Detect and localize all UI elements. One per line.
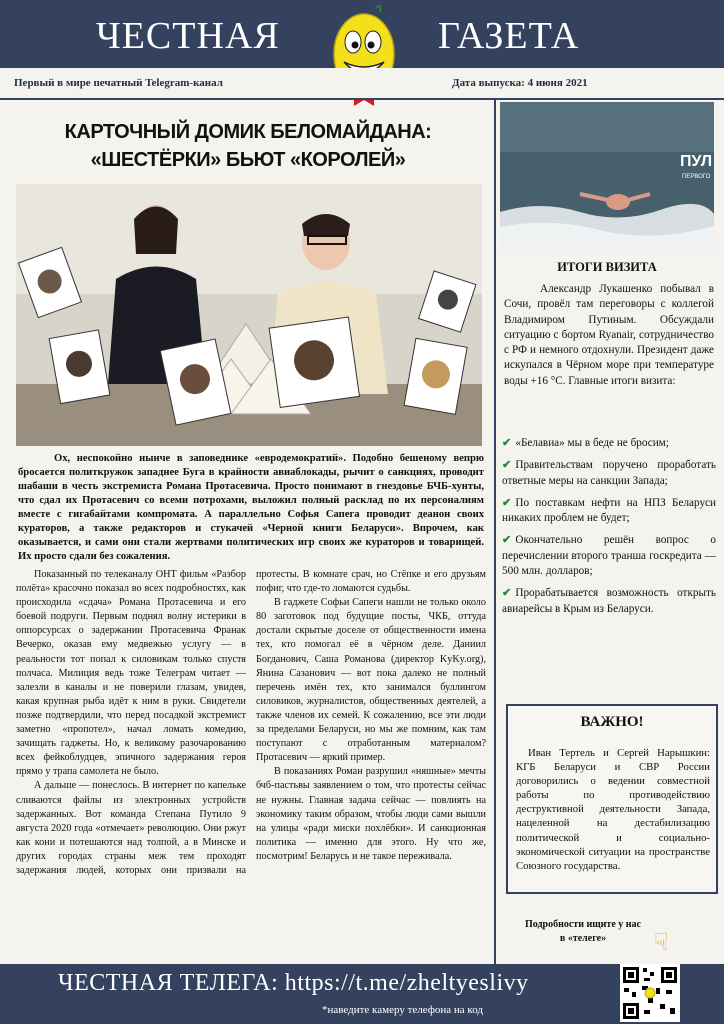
important-text: Иван Тертель и Сергей Нарышкин: КГБ Беларуси и СВР России договорились о ведении совместной работы по противодействию деструктивной деятельности Запада, нацеленной на дестабилизацию политической и социально-экономической ситуации на пространстве Союзного государства. [516,747,710,872]
tagline: Первый в мире печатный Telegram-канал [14,77,223,89]
telegram-more-link[interactable]: Подробности ищите у нас в «телеге» [524,919,641,944]
photo-badge-sub: ПЕРВОГО [682,174,711,180]
important-title: ВАЖНО! [580,714,644,730]
article-lead: Ох, неспокойно нынче в заповеднике «евродемократий». Подобно бешеному вепрю бросается политкружок западнее Буга в крайности авиаблокады, рычит о санкциях, проводит шабаши в честь экстремиста Романа Протасевича. Просто понимают в гнездовье БЧБ-хунты, что сдал их Протасевич со всеми потрохами, выложил полный расклад по их персоналиям вместе с гигабайтами компромата. А параллельно Софья Сапега проводит деанон своих кураторов, а также редакторов и стукачей «Черной книги Беларуси». Впрочем, как оказывается, и сами они стали жертвами политических игр своих же кураторов и товарищей. Их просто сдали без сожаления. [18,453,484,562]
footer-bar [0,964,724,1024]
footer-note: *наведите камеру телефона на код [322,1004,483,1016]
column-divider [494,100,496,964]
article-headline [6,118,490,174]
check-icon: ✔ [502,587,512,600]
list-item: ✔ Окончательно решён вопрос о перечислении второго транша госкредита — 500 млн. долларов; [502,534,716,578]
photo-badge-main: ПУЛ [680,153,713,170]
check-icon: ✔ [502,437,512,449]
list-item: ✔ Правительствам поручено проработать ответные меры на санкции Запада; [502,459,716,487]
article-paragraph-2: А дальше — понеслось. В интернет по капельке сливаются файлы из электронных устройств задержанных. Вот команда Степана Путило 9 августа 2020 года «отмечает» революцию. Они ржут как кони и потешаются над толпой, а в Минске и других городах страны меж тем проходят задержания людей, которых они призвали на протесты. В комнате срач, но Стёпке и его друзьям пофиг, что где-то ломаются судьбы. [16,569,486,876]
list-item: ✔ «Белавиа» мы в беде не бросим; [502,437,669,449]
headline-line-1: КАРТОЧНЫЙ ДОМИК БЕЛОМАЙДАНА: [64,121,432,143]
check-icon: ✔ [502,534,512,547]
check-icon: ✔ [502,496,512,509]
article-paragraph-4: В показаниях Роман разрушил «няшные» мечты бчб-пастьвы заявлением о том, что протесты сейчас не нужны. Главная задача сейчас — повлиять на экономику таким образом, чтобы люди сами вышли на улицы «ради миски похлёбки». И санкционная политика — именно для этого. Ну что же, посмотрим! Беларусь и не такое переживала. [256,766,486,862]
list-item: ✔ Прорабатывается возможность открыть авиарейсы в Крым из Беларуси. [502,587,716,615]
main-article [6,100,490,962]
footer-telegram-link[interactable]: ЧЕСТНАЯ ТЕЛЕГА: https://t.me/zheltyeslivy [58,970,529,996]
masthead-title-left: ЧЕСТНАЯ [96,15,280,57]
check-icon: ✔ [502,459,512,472]
article-paragraph-1: Показанный по телеканалу ОНТ фильм «Разбор полёта» красочно показал во всех подробностях, как происходила «сдача» Романа Протасевича и его боевой подруги. Первым поднял волну истерики в оппорсурсах о задержании Протасевича Франак Вечерко, оказав ему медвежью услугу — в реальности тот попал к силовикам только спустя полчаса. Милиция ведь тоже Телеграм читает — залезли в каналы и не поверили глазам, увидев, какая крупная рыба идёт к ним в руки. Свидетели позже подтвердили, что перед посадкой экстремист заметно «пропотел», начал ломать комедию, зачищать гаджеты. Но, к великому разочарованию всех фейкоблудцев, эпичного задержания героя прямо у трапа самолета не было. [16,569,246,778]
issue-date: Дата выпуска: 4 июня 2021 [452,77,588,89]
masthead-title-right: ГАЗЕТА [438,15,580,57]
headline-line-2: «ШЕСТЁРКИ» БЬЮТ «КОРОЛЕЙ» [90,149,406,171]
sidebar-intro: Александр Лукашенко побывал в Сочи, провёл там переговоры с коллегой Владимиром Путиным. Обсуждали ситуацию с бортом Ryanair, сотрудничество с РФ и немного отдохнули. Президент даже искупался в Чёрном море при температуре воды +16 °С. Главные итоги визита: [504,283,714,387]
article-photo-collage [16,184,482,446]
subheader-bar [0,68,724,100]
visit-results-list [502,436,716,624]
sidebar-title: ИТОГИ ВИЗИТА [557,260,657,274]
article-body [16,568,486,958]
qr-code-icon[interactable] [620,964,680,1022]
pointing-hand-icon: ☟ [654,930,669,956]
sidebar-photo-sea [500,102,714,252]
sidebar [498,100,724,964]
list-item: ✔ По поставкам нефти на НПЗ Беларуси никаких проблем не будет; [502,496,716,525]
article-paragraph-3: В гаджете Софьи Сапеги нашли не только около 80 заготовок под будущие посты, ЧКБ, оттуда достали скрытые доселе от общественности имена тех, кто помогал её в чёрном деле. Даниил Богданович, Саша Романова (директор KyKy.org), Янина Сазанович — вот пока далеко не полный перечень имён тех, кто занимался буллингом силовиков, журналистов, общественных деятелей, а также членов их семей. К сожалению, все эти люди за пределами Беларуси, но мы же помним, как там поступают с отработанным материалом? Протасевич — яркий пример. [256,597,486,764]
important-box [506,704,718,894]
